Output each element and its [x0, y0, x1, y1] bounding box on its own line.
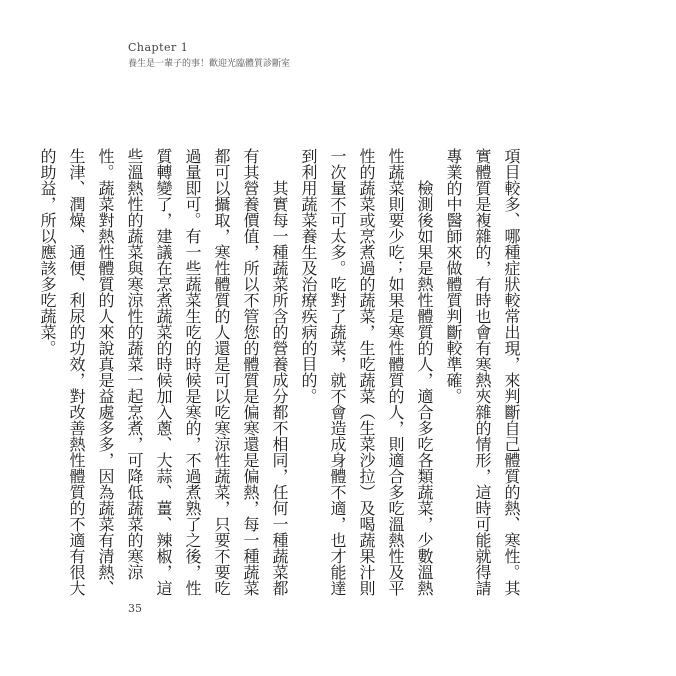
chapter-title: 養生是一輩子的事！歡迎光臨體質診斷室: [128, 59, 291, 69]
paragraph: 項目較多、哪種症狀較常出現，來判斷自己體質的熱、寒性。其實體質是複雜的，有時也會有寒熱夾雜的情形，這時可能就得請專業的中醫師來做體質判斷較準確。: [444, 148, 521, 596]
body-text: [38, 148, 526, 598]
paragraph: 其實每一種蔬菜所含的營養成分都不相同，任何一種蔬菜都有其營養價值，所以不管您的體質是偏寒還是偏熱，每一種蔬菜都可以攝取，寒性體質的人還是可以吃寒涼性蔬菜，只要不要吃過量即可。有一些蔬菜生吃的時候是寒的，不過煮熟了之後，性質轉變了，建議在烹煮蔬菜的時候加入蔥、大蒜、薑、辣椒，這些溫熱性的蔬菜與寒涼性的蔬菜一起烹煮，可降低蔬菜的寒涼性。蔬菜對熱性體質的人來說真是益處多多，因為蔬菜有清熱、生津、潤燥、通便、利尿的功效，對改善熱性體質的不適有很大的助益，所以應該多吃蔬菜。: [38, 148, 289, 596]
paragraph: 檢測後如果是熱性體質的人，適合多吃各類蔬菜，少數溫熱性蔬菜則要少吃；如果是寒性體質的人，則適合多吃溫熱性及平性的蔬菜或烹煮過的蔬菜，生吃蔬菜（生菜沙拉）及喝蔬果汁則一次量不可太多。吃對了蔬菜，就不會造成身體不適，也才能達到利用蔬菜養生及治療疾病的目的。: [299, 148, 434, 596]
chapter-label: Chapter 1: [128, 41, 189, 54]
page-number: 35: [128, 602, 142, 615]
